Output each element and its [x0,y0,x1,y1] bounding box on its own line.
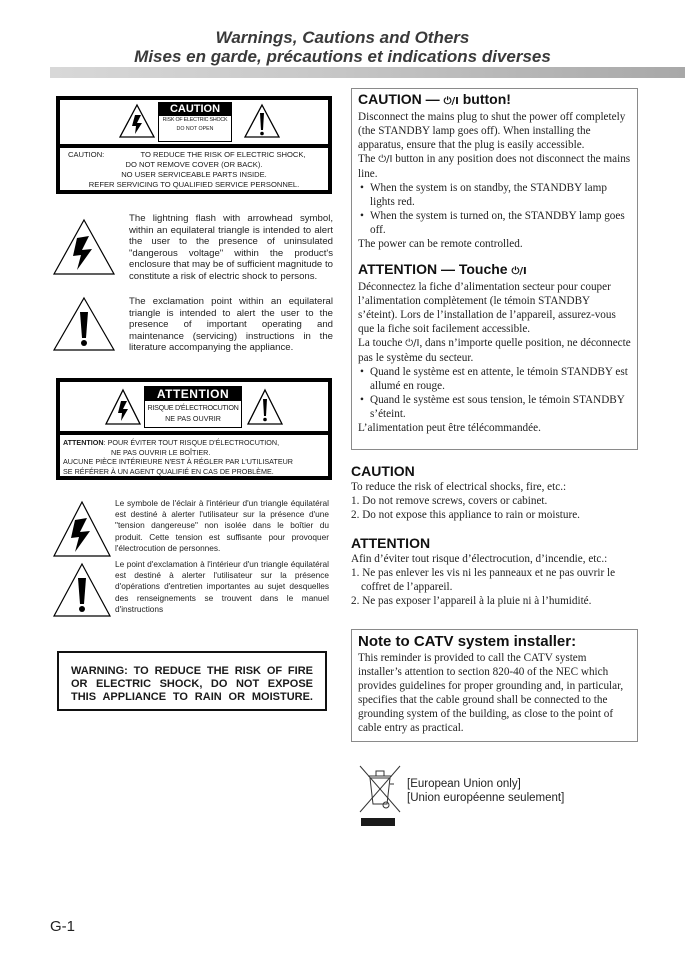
lightning-description-fr: Le symbole de l'éclair à l'intérieur d'un triangle équilatéral est destiné à alerter l'utilisateur sur la présence d'une "tension dangereuse" non isolée dans le boîtier du produit. Cette tension est suffisante pour provoquer l'électrocution de personnes. [115,498,329,553]
power-standby-icon: ⏻/I [378,154,393,165]
attention-text-line3: AUCUNE PIÈCE INTÉRIEURE N'EST À RÉGLER PAR L'UTILISATEUR [63,457,293,467]
attention-text-line1: : POUR ÉVITER TOUT RISQUE D'ÉLECTROCUTION, [103,438,280,447]
warning-line2: OR ELECTRIC SHOCK, DO NOT EXPOSE [71,678,313,690]
caution-plate [158,102,232,142]
eu-bar [361,818,395,826]
list-item: 1. Do not remove screws, covers or cabinet. [351,495,548,507]
exclamation-triangle-icon [52,296,116,352]
caution-label [56,96,332,194]
page-title-fr: Mises en garde, précautions et indications diverses [134,47,551,66]
lightning-triangle-icon [52,500,112,558]
caution-text-line1: TO REDUCE THE RISK OF ELECTRIC SHOCK, [140,150,306,159]
attention-plate [144,386,242,428]
exclamation-triangle-icon [246,388,284,426]
attention-text-line4: SE RÉFÉRER À UN AGENT QUALIFIÉ EN CAS DE PROBLÈME. [63,466,274,476]
list-item: • Quand le système est sous tension, le témoin STANDBY s’éteint. [358,393,631,421]
attention-plate-line1: RISQUE D'ÉLECTROCUTION [147,403,239,412]
catv-note-box [351,629,638,742]
catv-heading: Note to CATV system installer: [358,633,577,650]
attention-text-prefix: ATTENTION [63,438,104,447]
exclamation-triangle-icon [52,562,112,618]
attention-touche-body: Déconnectez la fiche d’alimentation secteur pour couper l’alimentation complètement (le témoin STANDBY s’éteint). Lors de l’installation de l’appareil, assurez-vous que la fiche soit facilement accessible. La touche ⏻/I, dans n’importe quelle position, ne déconnecte pas le système du secteur. • Quand le système est en attente, le témoin STANDBY est allumé en rouge. • Quand le système est sous tension, le témoin STANDBY s’éteint. L’alimentation peut être télécommandée. [358,280,631,435]
caution-plate-line2: DO NOT OPEN [176,126,214,132]
exclamation-description-en: The exclamation point within an equilateral triangle is intended to alert the user to the presence of important operating and maintenance (servicing) instructions in the literature accompanying the appliance. [129,296,333,354]
eu-only-label: [European Union only] [Union européenne seulement] [407,778,565,804]
list-item: • When the system is on standby, the STANDBY lamp lights red. [358,181,631,209]
attention-plate-line2: NE PAS OUVRIR [165,414,221,423]
lightning-triangle-icon [118,103,156,139]
page-title-en: Warnings, Cautions and Others [215,28,470,47]
caution-text-line3: NO USER SERVICEABLE PARTS INSIDE. [121,170,267,179]
attention-label [56,378,332,480]
lightning-triangle-icon [104,388,142,426]
attention-plate-head: ATTENTION [145,387,241,401]
attention-touche-heading: ATTENTION — Touche ⏻/I [358,261,527,277]
caution-plate-head: CAUTION [159,103,231,116]
caution-heading: CAUTION [351,463,415,479]
crossed-out-wheelie-bin-icon [358,764,402,814]
list-item: • When the system is turned on, the STANDBY lamp goes off. [358,209,631,237]
attention-text-line2: NE PAS OUVRIR LE BOÎTIER. [111,447,211,457]
power-button-caution-box [351,88,638,450]
list-item: 1. Ne pas enlever les vis ni les panneaux et ne pas ouvrir le coffret de l’appareil. [351,567,616,593]
attention-heading: ATTENTION [351,535,431,551]
caution-text-line4: REFER SERVICING TO QUALIFIED SERVICE PERSONNEL. [88,180,300,189]
warning-line3: THIS APPLIANCE TO RAIN OR MOISTURE. [71,691,313,703]
caution-button-heading: CAUTION — ⏻/I button! [358,91,511,107]
lightning-description-en: The lightning flash with arrowhead symbol, within an equilateral triangle is intended to alert the user to the presence of uninsulated "dangerous voltage" within the product's enclosure that may be of sufficient magnitude to constitute a risk of electric shock to persons. [129,213,333,282]
lightning-triangle-icon [52,218,116,276]
page-number: G-1 [50,918,76,935]
caution-button-body: Disconnect the mains plug to shut the power off completely (the STANDBY lamp goes off). When installing the apparatus, ensure that the plug is easily accessible. The ⏻/I button in any position does not disconnect the mains line. • When the system is on standby, the STANDBY lamp lights red. • When the system is turned on, the STANDBY lamp goes off. The power can be remote controlled. [358,110,631,251]
electrical-attention-section: ATTENTION Afin d’éviter tout risque d’électrocution, d’incendie, etc.: 1. Ne pas enlever les vis ni les panneaux et ne pas ouvrir le coffret de l’appareil. 2. Ne pas exposer l’appareil à la pluie ni à l’humidité. [351,535,641,608]
power-standby-icon: ⏻/I [511,266,527,277]
list-item: 2. Ne pas exposer l’appareil à la pluie ni à l’humidité. [351,595,592,607]
warning-line1: WARNING: TO REDUCE THE RISK OF FIRE [71,665,313,677]
list-item: 2. Do not expose this appliance to rain or moisture. [351,509,580,521]
exclamation-triangle-icon [243,103,281,139]
catv-body: This reminder is provided to call the CATV system installer’s attention to section 820-40 of the NEC which provides guidelines for proper grounding and, in particular, specifies that the cable ground shall be connected to the grounding system of the building, as close to the point of cable entry as practical. [358,652,624,734]
list-item: • Quand le système est en attente, le témoin STANDBY est allumé en rouge. [358,365,631,393]
fire-shock-warning-box [57,651,327,711]
caution-text-prefix: CAUTION: [68,150,105,159]
exclamation-description-fr: Le point d'exclamation à l'intérieur d'un triangle équilatéral est destiné à alerter l'utilisateur sur la présence d'opérations d'entretien importantes au sujet desquelles des renseignements se trouvent dans le manuel d'instructions [115,559,329,614]
caution-plate-line1: RISK OF ELECTRIC SHOCK [162,117,228,123]
power-standby-icon: ⏻/I [443,96,459,107]
header-divider-bar [50,67,685,78]
caution-text-line2: DO NOT REMOVE COVER (OR BACK). [125,160,263,169]
power-standby-icon: ⏻/I [405,338,420,349]
electrical-caution-section: CAUTION To reduce the risk of electrical shocks, fire, etc.: 1. Do not remove screws, covers or cabinet. 2. Do not expose this appliance to rain or moisture. [351,463,641,522]
